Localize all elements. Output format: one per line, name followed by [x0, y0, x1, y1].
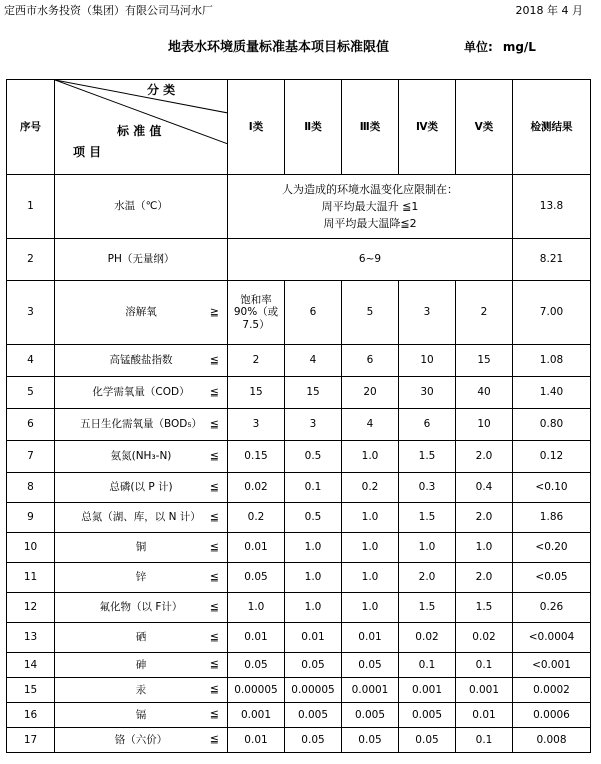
table-row: [7, 533, 591, 563]
item-name: 化学需氧量（COD）: [92, 386, 190, 399]
class-2-value: 0.01: [285, 623, 342, 653]
item-cell: [55, 239, 228, 281]
class-5-value: 0.01: [456, 703, 513, 728]
unit-label: [464, 38, 536, 55]
row-number: 3: [7, 281, 55, 345]
class-5-header: Ⅴ类: [456, 80, 513, 175]
class-3-value: 0.05: [342, 728, 399, 753]
result-value: <0.10: [513, 473, 591, 503]
comparison-symbol: ≦: [209, 385, 219, 399]
comparison-symbol: ≦: [209, 540, 219, 554]
unit-value: mg/L: [502, 40, 536, 54]
table-row: [7, 503, 591, 533]
comparison-symbol: ≦: [209, 630, 219, 644]
diagonal-header: [55, 80, 228, 175]
merged-standard-note: [228, 175, 513, 239]
comparison-symbol: ≦: [209, 682, 219, 696]
class-2-value: 0.05: [285, 653, 342, 678]
diag-bottom-label: 项 目: [73, 145, 102, 159]
class-2-header: Ⅱ类: [285, 80, 342, 175]
class-3-value: 0.01: [342, 623, 399, 653]
merged-standard-value: 6~9: [228, 239, 513, 281]
row-number: 1: [7, 175, 55, 239]
table-row: [7, 345, 591, 377]
row-number: 17: [7, 728, 55, 753]
class-1-value: 0.01: [228, 533, 285, 563]
item-cell: [55, 703, 228, 728]
item-cell: [55, 728, 228, 753]
class-1-value: 0.001: [228, 703, 285, 728]
table-row: [7, 175, 591, 239]
class-2-value: 0.05: [285, 728, 342, 753]
result-value: 0.12: [513, 441, 591, 473]
class-2-value: 0.1: [285, 473, 342, 503]
class-1-value: 0.01: [228, 623, 285, 653]
class-4-value: 0.3: [399, 473, 456, 503]
standards-table: [6, 79, 591, 753]
item-name: 锌: [135, 571, 147, 584]
class-1-header: Ⅰ类: [228, 80, 285, 175]
comparison-symbol: ≦: [209, 510, 219, 524]
comparison-symbol: ≧: [209, 305, 219, 319]
comparison-symbol: ≦: [209, 570, 219, 584]
comparison-symbol: ≦: [209, 707, 219, 721]
class-3-value: 0.2: [342, 473, 399, 503]
class-2-value: 15: [285, 377, 342, 409]
result-value: 7.00: [513, 281, 591, 345]
index-header: 序号: [7, 80, 55, 175]
result-value: 8.21: [513, 239, 591, 281]
class-3-value: 4: [342, 409, 399, 441]
diag-mid-label: 标 准 值: [117, 124, 162, 138]
item-cell: [55, 281, 228, 345]
item-name: 镉: [135, 708, 147, 721]
row-number: 8: [7, 473, 55, 503]
class-2-value: 1.0: [285, 563, 342, 593]
item-cell: [55, 377, 228, 409]
table-row: [7, 593, 591, 623]
class-4-value: 6: [399, 409, 456, 441]
class-1-value: 0.05: [228, 563, 285, 593]
class-3-value: 0.05: [342, 653, 399, 678]
item-name: 铜: [135, 541, 147, 554]
class-3-value: 0.0001: [342, 678, 399, 703]
item-name: 硒: [135, 631, 147, 644]
row-number: 13: [7, 623, 55, 653]
item-cell: [55, 593, 228, 623]
class-1-value: 0.01: [228, 728, 285, 753]
class-5-value: 2.0: [456, 503, 513, 533]
comparison-symbol: ≦: [209, 657, 219, 671]
class-3-value: 1.0: [342, 563, 399, 593]
result-value: 0.80: [513, 409, 591, 441]
comparison-symbol: ≦: [209, 417, 219, 431]
class-2-value: 1.0: [285, 533, 342, 563]
class-3-value: 5: [342, 281, 399, 345]
table-row: [7, 377, 591, 409]
table-row: [7, 563, 591, 593]
row-number: 14: [7, 653, 55, 678]
item-cell: [55, 563, 228, 593]
class-4-value: 30: [399, 377, 456, 409]
class-3-value: 1.0: [342, 593, 399, 623]
class-1-value: 3: [228, 409, 285, 441]
class-1-value: 0.2: [228, 503, 285, 533]
diag-top-label: 分 类: [147, 83, 176, 97]
organization-name: 定西市水务投资（集团）有限公司马河水厂: [4, 4, 213, 17]
class-5-value: 1.0: [456, 533, 513, 563]
table-row: [7, 678, 591, 703]
row-number: 9: [7, 503, 55, 533]
class-1-value-line: 7.5）: [242, 318, 270, 331]
class-2-value: 1.0: [285, 593, 342, 623]
table-row: [7, 473, 591, 503]
result-value: <0.001: [513, 653, 591, 678]
result-header: 检测结果: [513, 80, 591, 175]
class-2-value: 3: [285, 409, 342, 441]
item-name: 氨氮(NH₃-N): [110, 450, 172, 463]
row-number: 7: [7, 441, 55, 473]
row-number: 6: [7, 409, 55, 441]
class-5-value: 0.001: [456, 678, 513, 703]
result-value: 0.26: [513, 593, 591, 623]
class-1-value: 1.0: [228, 593, 285, 623]
class-2-value: 6: [285, 281, 342, 345]
class-3-value: 0.005: [342, 703, 399, 728]
comparison-symbol: ≦: [209, 732, 219, 746]
class-5-value: 2.0: [456, 563, 513, 593]
table-row: [7, 728, 591, 753]
report-date: 2018 年 4 月: [515, 4, 583, 17]
item-cell: [55, 623, 228, 653]
class-1-value-line: 90%（或: [233, 306, 279, 319]
item-cell: [55, 175, 228, 239]
class-3-value: 1.0: [342, 503, 399, 533]
item-cell: [55, 653, 228, 678]
item-cell: [55, 441, 228, 473]
table-row: [7, 239, 591, 281]
item-name: 高锰酸盐指数: [109, 354, 173, 367]
result-value: 1.86: [513, 503, 591, 533]
class-3-value: 6: [342, 345, 399, 377]
item-cell: [55, 345, 228, 377]
result-value: 0.008: [513, 728, 591, 753]
class-2-value: 0.5: [285, 503, 342, 533]
row-number: 16: [7, 703, 55, 728]
item-cell: [55, 503, 228, 533]
unit-label-text: 单位:: [464, 40, 493, 54]
note-line: 周平均最大温升 ≦1: [321, 199, 419, 213]
result-value: 13.8: [513, 175, 591, 239]
class-4-value: 0.1: [399, 653, 456, 678]
item-name: 氟化物（以 F计）: [99, 601, 183, 614]
item-cell: [55, 678, 228, 703]
class-5-value: 1.5: [456, 593, 513, 623]
class-5-value: 0.4: [456, 473, 513, 503]
comparison-symbol: ≦: [209, 353, 219, 367]
row-number: 12: [7, 593, 55, 623]
class-5-value: 0.1: [456, 728, 513, 753]
class-4-value: 1.5: [399, 441, 456, 473]
class-1-value: 0.05: [228, 653, 285, 678]
class-4-value: 1.5: [399, 503, 456, 533]
class-2-value: 0.00005: [285, 678, 342, 703]
class-1-value: 0.02: [228, 473, 285, 503]
item-name: 总氮（湖、库，以 N 计）: [81, 511, 201, 524]
comparison-symbol: ≦: [209, 480, 219, 494]
class-4-value: 2.0: [399, 563, 456, 593]
class-5-value: 2: [456, 281, 513, 345]
item-name: 铬（六价）: [114, 733, 168, 746]
class-1-value-line: 饱和率: [240, 294, 272, 307]
item-name: 砷: [135, 658, 147, 671]
row-number: 10: [7, 533, 55, 563]
row-number: 2: [7, 239, 55, 281]
class-5-value: 10: [456, 409, 513, 441]
class-1-value: 2: [228, 345, 285, 377]
class-1-value: 0.00005: [228, 678, 285, 703]
class-5-value: 0.1: [456, 653, 513, 678]
class-1-value: [228, 281, 285, 345]
class-3-value: 1.0: [342, 441, 399, 473]
result-value: 1.08: [513, 345, 591, 377]
table-row: [7, 623, 591, 653]
item-name: PH（无量纲）: [107, 253, 175, 266]
table-row: [7, 703, 591, 728]
item-name: 总磷(以 P 计): [109, 481, 173, 494]
class-3-header: Ⅲ类: [342, 80, 399, 175]
item-name: 水温（℃）: [114, 200, 168, 213]
row-number: 5: [7, 377, 55, 409]
document-title: 地表水环境质量标准基本项目标准限值: [168, 40, 390, 55]
note-line: 周平均最大温降≦2: [323, 217, 417, 231]
class-2-value: 4: [285, 345, 342, 377]
class-1-value: 15: [228, 377, 285, 409]
class-4-value: 0.02: [399, 623, 456, 653]
result-value: <0.05: [513, 563, 591, 593]
row-number: 15: [7, 678, 55, 703]
result-value: 0.0006: [513, 703, 591, 728]
table-row: [7, 409, 591, 441]
table-row: [7, 653, 591, 678]
item-cell: [55, 409, 228, 441]
class-5-value: 40: [456, 377, 513, 409]
class-2-value: 0.005: [285, 703, 342, 728]
item-cell: [55, 533, 228, 563]
comparison-symbol: ≦: [209, 449, 219, 463]
class-4-header: Ⅳ类: [399, 80, 456, 175]
note-line: 人为造成的环境水温变化应限制在：: [282, 182, 458, 196]
row-number: 4: [7, 345, 55, 377]
class-1-value: 0.15: [228, 441, 285, 473]
result-value: 1.40: [513, 377, 591, 409]
class-4-value: 1.0: [399, 533, 456, 563]
class-4-value: 0.05: [399, 728, 456, 753]
class-2-value: 0.5: [285, 441, 342, 473]
table-row: [7, 441, 591, 473]
result-value: <0.20: [513, 533, 591, 563]
comparison-symbol: ≦: [209, 600, 219, 614]
item-cell: [55, 473, 228, 503]
class-3-value: 20: [342, 377, 399, 409]
class-4-value: 1.5: [399, 593, 456, 623]
class-4-value: 3: [399, 281, 456, 345]
result-value: <0.0004: [513, 623, 591, 653]
class-5-value: 15: [456, 345, 513, 377]
result-value: 0.0002: [513, 678, 591, 703]
table-row: [7, 281, 591, 345]
class-5-value: 2.0: [456, 441, 513, 473]
class-4-value: 10: [399, 345, 456, 377]
class-4-value: 0.001: [399, 678, 456, 703]
class-4-value: 0.005: [399, 703, 456, 728]
header-row: [7, 80, 591, 175]
item-name: 汞: [135, 683, 147, 696]
item-name: 五日生化需氧量（BOD₅）: [79, 418, 203, 431]
class-5-value: 0.02: [456, 623, 513, 653]
row-number: 11: [7, 563, 55, 593]
item-name: 溶解氧: [125, 306, 157, 319]
class-3-value: 1.0: [342, 533, 399, 563]
